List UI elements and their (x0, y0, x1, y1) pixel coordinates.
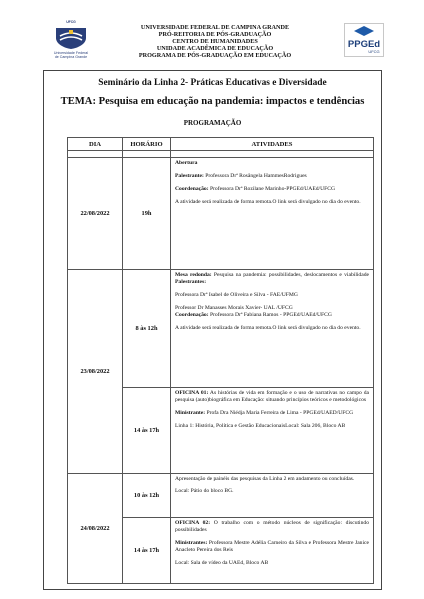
svg-text:PPGEd: PPGEd (347, 39, 381, 50)
time-cell: 10 às 12h (123, 474, 171, 518)
table-header-row (68, 138, 374, 151)
institution-line: CENTRO DE HUMANIDADES (172, 38, 258, 45)
seminar-title: Seminário da Linha 2- Práticas Educativas e Diversidade (98, 78, 327, 88)
theme-title: TEMA: Pesquisa em educação na pandemia: impactos e tendências (60, 96, 365, 107)
time-cell: 14 às 17h (123, 518, 171, 584)
ufcg-logo-caption: Universidade Federal de Campina Grande (53, 51, 89, 60)
day-cell: 24/08/2022 (68, 474, 123, 584)
document-header (0, 0, 424, 68)
activity-cell: Apresentação de painéis das pesquisas da Linha 2 em andamento ou concluídas. Local: Pátio do bloco BG. (171, 474, 374, 518)
institution-line: UNIVERSIDADE FEDERAL DE CAMPINA GRANDE (140, 24, 290, 31)
column-header-time: HORÁRIO (123, 138, 171, 151)
activity-cell: OFICINA 01: As histórias de vida em formação e o uso de narrativas no campo da pesquisa (auto)biográfica em Educação: situando princípios teóricos e metodológicos Ministrante: Profa Dra Niédja Maria Ferreira de Lima - PPGEd/UAED/UFCG Linha 1: História, Política e Gestão EducacionaisLocal: Sala 206, Bloco AB (171, 388, 374, 474)
table-row (68, 158, 374, 270)
ppged-logo-icon (344, 23, 384, 57)
spacer-row (68, 151, 374, 158)
activity-cell: Abertura Palestrante: Professora Drª Rosângela HammesRodrigues Coordenação: Professora Drª Rozilane Marinho-PPGEd/UAEd/UFCG A atividade será realizada de forma remota.O link será divulgado no dia do evento. (171, 158, 374, 270)
time-cell: 8 às 12h (123, 270, 171, 388)
day-cell: 23/08/2022 (68, 270, 123, 474)
time-cell: 19h (123, 158, 171, 270)
table-row (68, 474, 374, 518)
activity-cell: Mesa redonda: Pesquisa na pandemia: possibilidades, deslocamentos e viabilidade Palestrantes: Professora Drª Isabel de Oliveira e Silva - FAE/UFMG Professor Dr Manasses Morais Xavier- UAL /UFCG Coordenação: Professora Drª Fabiana Ramos - PPGEd/UAEd/UFCG A atividade será realizada de forma remota.O link será divulgado no dia do evento. (171, 270, 374, 388)
ufcg-logo-label: UFCG (66, 20, 76, 24)
column-header-day: DIA (68, 138, 123, 151)
time-cell: 14 às 17h (123, 388, 171, 474)
svg-text:UFCG: UFCG (368, 49, 380, 54)
program-heading: PROGRAMAÇÃO (183, 119, 242, 127)
table-row (68, 270, 374, 388)
column-header-activities: ATIVIDADES (171, 138, 374, 151)
institution-line: UNIDADE ACADÊMICA DE EDUCAÇÃO (156, 45, 274, 52)
institution-line: PROGRAMA DE PÓS-GRADUAÇÃO EM EDUCAÇÃO (138, 52, 292, 59)
institution-line: PRÓ-REITORIA DE PÓS-GRADUAÇÃO (158, 31, 272, 38)
day-cell: 22/08/2022 (68, 158, 123, 270)
program-document (43, 70, 382, 590)
activity-cell: OFICINA 02: O trabalho com o método núcleos de significação: discutindo possibilidades Ministrantes: Professora Mestre Adélia Carneiro da Silva e Professora Mestre Janice Anacleto Pereira dos Reis Local: Sala de vídeo da UAEd, Bloco AB (171, 518, 374, 584)
schedule-table (67, 137, 374, 584)
ufcg-logo-icon (52, 24, 90, 50)
